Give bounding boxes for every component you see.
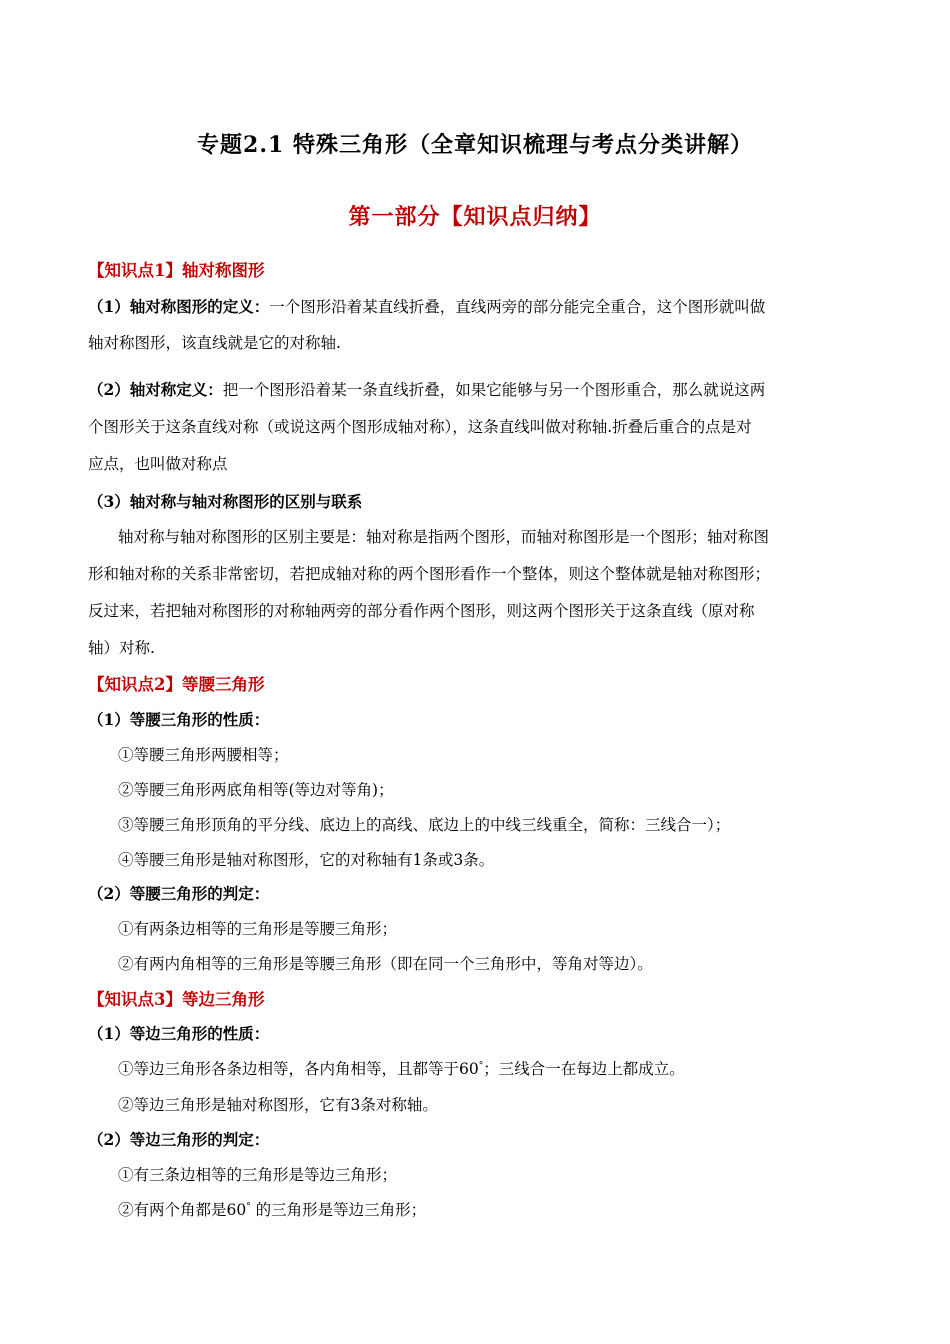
part-title: 第一部分【知识点归纳】 bbox=[348, 204, 602, 230]
kp3-prop-1-text: ①等边三角形各条边相等，各内角相等，且都等于60 bbox=[118, 1060, 479, 1078]
kp2-judge-label: （2）等腰三角形的判定： bbox=[88, 884, 270, 903]
kp2-judge-1: ①有两条边相等的三角形是等腰三角形； bbox=[118, 920, 398, 938]
kp1-def2-line-1 bbox=[88, 378, 765, 400]
degree-symbol: ° bbox=[246, 1201, 251, 1212]
kp2-judge-2: ②有两内角相等的三角形是等腰三角形（即在同一个三角形中，等角对等边）。 bbox=[118, 955, 653, 973]
kp1-def3-line-3: 反过来，若把轴对称图形的对称轴两旁的部分看作两个图形，则这两个图形关于这条直线（原对称 bbox=[88, 602, 755, 620]
kp3-judge-2 bbox=[118, 1198, 426, 1220]
document-title: 专题2.1 特殊三角形（全章知识梳理与考点分类讲解） bbox=[197, 132, 753, 158]
kp3-judge-1: ①有三条边相等的三角形是等边三角形； bbox=[118, 1166, 398, 1184]
kp3-prop-1-rest: ；三线合一在每边上都成立。 bbox=[483, 1060, 685, 1078]
kp1-def1-line-1 bbox=[88, 295, 765, 317]
kp2-prop-2: ②等腰三角形两底角相等(等边对等角)； bbox=[118, 781, 394, 799]
kp1-def2-line-2: 个图形关于这条直线对称（或说这两个图形成轴对称），这条直线叫做对称轴.折叠后重合的点是对 bbox=[88, 418, 752, 436]
kp3-heading: 【知识点3】等边三角形 bbox=[88, 990, 265, 1009]
kp1-def3-line-1: 轴对称与轴对称图形的区别主要是：轴对称是指两个图形，而轴对称图形是一个图形；轴对称图 bbox=[118, 528, 770, 546]
degree-symbol: ° bbox=[478, 1060, 484, 1071]
kp3-judge-label: （2）等边三角形的判定： bbox=[88, 1130, 270, 1149]
kp1-def1-label: （1）轴对称图形的定义： bbox=[88, 297, 270, 316]
kp1-def2-label: （2）轴对称定义： bbox=[88, 380, 223, 399]
kp1-def3-label: （3）轴对称与轴对称图形的区别与联系 bbox=[88, 492, 363, 511]
kp3-prop-1 bbox=[118, 1057, 685, 1079]
kp1-def1-text: 一个图形沿着某直线折叠，直线两旁的部分能完全重合，这个图形就叫做 bbox=[269, 298, 766, 316]
kp3-judge-2-text: ②有两个角都是60 bbox=[118, 1201, 247, 1219]
kp1-def3-line-4: 轴）对称. bbox=[88, 639, 155, 657]
kp1-heading: 【知识点1】轴对称图形 bbox=[88, 261, 265, 280]
kp3-prop-label: （1）等边三角形的性质： bbox=[88, 1024, 270, 1043]
kp3-judge-2-rest: 的三角形是等边三角形； bbox=[250, 1201, 427, 1219]
kp2-prop-3: ③等腰三角形顶角的平分线、底边上的高线、底边上的中线三线重全，简称：三线合一）； bbox=[118, 816, 731, 834]
kp2-heading: 【知识点2】等腰三角形 bbox=[88, 675, 265, 694]
kp1-def2-line-3: 应点，也叫做对称点 bbox=[88, 455, 228, 473]
kp1-def2-text: 把一个图形沿着某一条直线折叠，如果它能够与另一个图形重合，那么就说这两 bbox=[222, 381, 766, 399]
kp2-prop-4: ④等腰三角形是轴对称图形，它的对称轴有1条或3条。 bbox=[118, 851, 495, 869]
kp1-def3-line-2: 形和轴对称的关系非常密切，若把成轴对称的两个图形看作一个整体，则这个整体就是轴对称图形； bbox=[88, 565, 771, 583]
kp3-prop-2: ②等边三角形是轴对称图形，它有3条对称轴。 bbox=[118, 1096, 438, 1114]
kp2-prop-1: ①等腰三角形两腰相等； bbox=[118, 746, 289, 764]
kp1-def1-line-2: 轴对称图形，该直线就是它的对称轴. bbox=[88, 334, 341, 352]
kp2-prop-label: （1）等腰三角形的性质： bbox=[88, 710, 270, 729]
